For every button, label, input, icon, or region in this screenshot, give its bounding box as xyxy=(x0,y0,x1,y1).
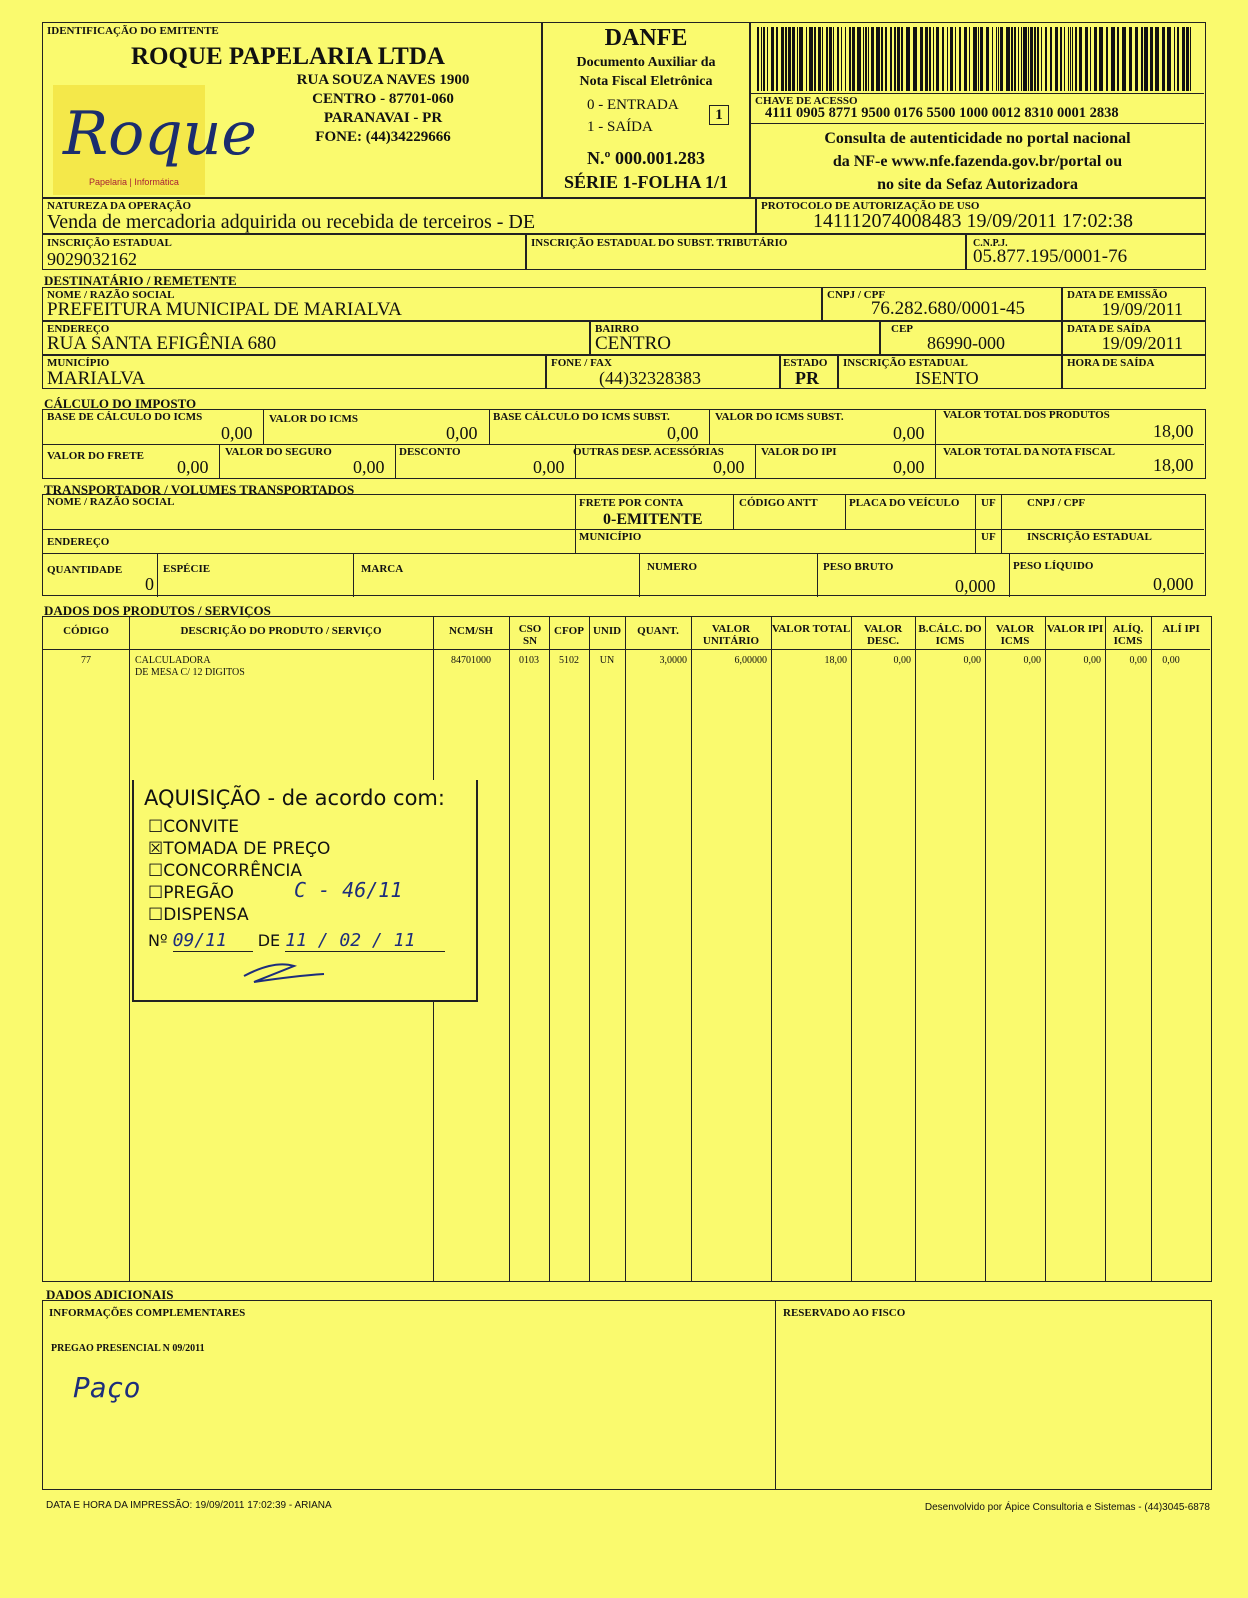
danfe-box xyxy=(542,22,750,198)
transp-uf-label: UF xyxy=(981,497,996,509)
checkbox-icon: ☐ xyxy=(148,883,164,903)
logo-text: Roque xyxy=(63,99,257,169)
emitente-address xyxy=(263,71,503,147)
footer-dev: Desenvolvido por Ápice Consultoria e Sistemas - (44)3045-6878 xyxy=(924,1502,1210,1513)
icms-st-label: VALOR DO ICMS SUBST. xyxy=(715,411,844,423)
stamp-no-value: 09/11 xyxy=(173,930,253,952)
dest-hora-box xyxy=(1062,355,1206,389)
ipi-label: VALOR DO IPI xyxy=(761,446,837,458)
danfe-numero: N.º 000.001.283 xyxy=(587,148,705,168)
dest-fone-label: FONE / FAX xyxy=(551,357,612,369)
transp-placa-label: PLACA DO VEÍCULO xyxy=(849,497,960,509)
row-bc: 0,00 xyxy=(963,655,981,666)
marca-label: MARCA xyxy=(361,563,404,575)
col-aliq-icms: ALÍQ. ICMS xyxy=(1112,623,1144,647)
logo-subtext: Papelaria | Informática xyxy=(89,177,179,187)
total-nota-value: 18,00 xyxy=(1153,455,1194,475)
col-valor-desc: VALOR DESC. xyxy=(863,623,903,647)
dest-fone-value: (44)32328383 xyxy=(599,368,701,388)
stamp-option-convite: ☐CONVITE xyxy=(148,817,239,837)
address-city: PARANAVAI - PR xyxy=(323,110,443,126)
col-ncm: NCM/SH xyxy=(449,625,493,637)
dest-cnpj-label: CNPJ / CPF xyxy=(827,289,886,301)
protocolo-box xyxy=(756,198,1206,234)
peso-bruto-label: PESO BRUTO xyxy=(823,561,894,573)
dest-hora-label: HORA DE SAÍDA xyxy=(1067,357,1155,369)
col-valor-total: VALOR TOTAL xyxy=(771,623,851,635)
ie-box xyxy=(42,234,526,270)
protocolo-label: PROTOCOLO DE AUTORIZAÇÃO DE USO xyxy=(761,200,980,212)
dest-endereco-value: RUA SANTA EFIGÊNIA 680 xyxy=(47,333,277,354)
dest-endereco-label: ENDEREÇO xyxy=(47,323,110,335)
stamp-option-concorrencia: ☐CONCORRÊNCIA xyxy=(148,861,303,881)
row-ncm: 84701000 xyxy=(451,655,491,666)
chave-value: 4111 0905 8771 9500 0176 5500 1000 0012 8310 0001 2838 xyxy=(765,105,1119,121)
row-aliq-icms: 0,00 xyxy=(1129,655,1147,666)
ie-st-label: INSCRIÇÃO ESTADUAL DO SUBST. TRIBUTÁRIO xyxy=(531,237,788,249)
row-unit: 6,00000 xyxy=(734,655,767,666)
row-unid: UN xyxy=(599,655,615,666)
aquisicao-stamp xyxy=(132,780,478,1002)
dest-municipio-box xyxy=(42,355,546,389)
row-desc: 0,00 xyxy=(893,655,911,666)
stamp-option-dispensa: ☐DISPENSA xyxy=(148,905,249,925)
dest-cnpj-value: 76.282.680/0001-45 xyxy=(870,298,1025,319)
cnpj-emit-value: 05.877.195/0001-76 xyxy=(973,246,1128,267)
transp-ie-label: INSCRIÇÃO ESTADUAL xyxy=(1027,531,1152,543)
dest-municipio-label: MUNICÍPIO xyxy=(47,357,110,369)
dest-municipio-value: MARIALVA xyxy=(47,368,146,389)
checkbox-icon: ☐ xyxy=(148,905,164,925)
especie-label: ESPÉCIE xyxy=(163,563,211,575)
outras-label: OUTRAS DESP. ACESSÓRIAS xyxy=(573,446,724,458)
stamp-option-pregao: ☐PREGÃO xyxy=(148,883,234,903)
dest-emissao-value: 19/09/2011 xyxy=(1101,299,1183,319)
bc-st-value: 0,00 xyxy=(667,423,699,443)
row-ipi: 0,00 xyxy=(1083,655,1101,666)
adicionais-box xyxy=(42,1300,1212,1490)
col-bc-icms: B.CÁLC. DO ICMS xyxy=(918,623,982,647)
dest-cep-label: CEP xyxy=(891,323,913,335)
transp-municipio-label: MUNICÍPIO xyxy=(579,531,642,543)
ie-label: INSCRIÇÃO ESTADUAL xyxy=(47,237,172,249)
checkbox-icon: ☐ xyxy=(148,817,164,837)
dest-ie-label: INSCRIÇÃO ESTADUAL xyxy=(843,357,968,369)
seguro-label: VALOR DO SEGURO xyxy=(225,446,332,458)
transp-nome-label: NOME / RAZÃO SOCIAL xyxy=(47,496,175,508)
transporte-grid xyxy=(42,494,1206,596)
row-cfop: 5102 xyxy=(559,655,579,666)
danfe-tipo: 1 xyxy=(709,105,729,125)
checkbox-icon: ☐ xyxy=(148,861,164,881)
destinatario-heading: DESTINATÁRIO / REMETENTE xyxy=(44,273,237,288)
chave-label: CHAVE DE ACESSO xyxy=(755,95,858,107)
dest-nome-value: PREFEITURA MUNICIPAL DE MARIALVA xyxy=(47,299,402,320)
address-phone: FONE: (44)34229666 xyxy=(315,129,451,145)
outras-value: 0,00 xyxy=(713,457,745,477)
stamp-title: AQUISIÇÃO - de acordo com: xyxy=(144,786,445,810)
stamp-options xyxy=(148,816,330,926)
dest-estado-label: ESTADO xyxy=(783,357,828,369)
dest-fone-box xyxy=(546,355,780,389)
dest-nome-box xyxy=(42,287,822,321)
dest-cep-value: 86990-000 xyxy=(927,333,1005,353)
natureza-box xyxy=(42,198,756,234)
col-aliq-ipi: ALÍ IPI xyxy=(1162,623,1200,635)
cnpj-emit-box xyxy=(966,234,1206,270)
total-prod-label: VALOR TOTAL DOS PRODUTOS xyxy=(943,409,1110,421)
danfe-saida: 1 - SAÍDA xyxy=(587,119,653,135)
info-value: PREGAO PRESENCIAL N 09/2011 xyxy=(51,1343,205,1354)
dest-ie-box xyxy=(838,355,1062,389)
consulta-text xyxy=(751,127,1204,196)
emitente-label: IDENTIFICAÇÃO DO EMITENTE xyxy=(47,25,219,37)
dest-nome-label: NOME / RAZÃO SOCIAL xyxy=(47,289,175,301)
desconto-label: DESCONTO xyxy=(399,446,461,458)
handwritten-note: Paço xyxy=(73,1371,141,1404)
bc-icms-value: 0,00 xyxy=(221,423,253,443)
quantidade-value: 0 xyxy=(145,574,154,594)
dest-saida-box xyxy=(1062,321,1206,355)
danfe-entrada: 0 - ENTRADA xyxy=(587,97,679,113)
frete-value: 0,00 xyxy=(177,457,209,477)
danfe-title: DANFE xyxy=(604,25,688,51)
dest-ie-value: ISENTO xyxy=(915,368,979,388)
icms-st-value: 0,00 xyxy=(893,423,925,443)
row-total: 18,00 xyxy=(824,655,847,666)
dest-bairro-label: BAIRRO xyxy=(595,323,640,335)
danfe-serie: SÉRIE 1-FOLHA 1/1 xyxy=(563,172,729,192)
numero-label: NUMERO xyxy=(647,561,698,573)
row-aliq-ipi: 0,00 xyxy=(1162,655,1180,666)
natureza-value: Venda de mercadoria adquirida ou recebida de terceiros - DE xyxy=(47,211,536,233)
col-unid: UNID xyxy=(592,625,622,637)
barcode xyxy=(757,27,1197,91)
address-line-1: RUA SOUZA NAVES 1900 xyxy=(296,72,470,88)
peso-liquido-value: 0,000 xyxy=(1153,574,1194,594)
dest-cnpj-box xyxy=(822,287,1062,321)
total-prod-value: 18,00 xyxy=(1153,421,1194,441)
consulta-line-2: da NF-e www.nfe.fazenda.gov.br/portal ou xyxy=(832,153,1123,170)
col-valor-ipi: VALOR IPI xyxy=(1046,623,1104,635)
col-codigo: CÓDIGO xyxy=(63,625,109,637)
dest-emissao-box xyxy=(1062,287,1206,321)
imposto-grid xyxy=(42,409,1206,479)
dest-saida-label: DATA DE SAÍDA xyxy=(1067,323,1151,335)
adicionais-heading: DADOS ADICIONAIS xyxy=(46,1287,174,1302)
info-label: INFORMAÇÕES COMPLEMENTARES xyxy=(49,1307,246,1319)
fisco-label: RESERVADO AO FISCO xyxy=(783,1307,906,1319)
address-line-2: CENTRO - 87701-060 xyxy=(312,91,454,107)
peso-bruto-value: 0,000 xyxy=(955,576,996,596)
bc-icms-label: BASE DE CÁLCULO DO ICMS xyxy=(47,411,203,423)
transporte-heading: TRANSPORTADOR / VOLUMES TRANSPORTADOS xyxy=(44,482,355,497)
stamp-no-label: Nº xyxy=(148,931,168,950)
chave-box xyxy=(750,22,1206,198)
natureza-label: NATUREZA DA OPERAÇÃO xyxy=(47,200,192,212)
row-icms: 0,00 xyxy=(1023,655,1041,666)
transp-frete-label: FRETE POR CONTA xyxy=(579,497,684,509)
peso-liquido-label: PESO LÍQUIDO xyxy=(1013,560,1094,572)
dest-saida-value: 19/09/2011 xyxy=(1101,333,1183,353)
frete-label: VALOR DO FRETE xyxy=(47,450,144,462)
transp-frete-value: 0-EMITENTE xyxy=(603,511,703,528)
danfe-subtitle-2: Nota Fiscal Eletrônica xyxy=(579,74,713,89)
ie-value: 9029032162 xyxy=(47,249,137,269)
col-quant: QUANT. xyxy=(637,625,679,637)
danfe-subtitle-1: Documento Auxiliar da xyxy=(576,55,716,70)
row-descricao-1: CALCULADORA xyxy=(135,655,211,666)
produtos-heading: DADOS DOS PRODUTOS / SERVIÇOS xyxy=(44,603,271,618)
stamp-handwritten-code: C - 46/11 xyxy=(294,878,403,902)
imposto-heading: CÁLCULO DO IMPOSTO xyxy=(44,396,197,411)
consulta-line-3: no site da Sefaz Autorizadora xyxy=(877,176,1078,193)
protocolo-value: 141112074008483 19/09/2011 17:02:38 xyxy=(813,210,1133,232)
stamp-option-tomada: ☒TOMADA DE PREÇO xyxy=(148,839,331,859)
row-cso: 0103 xyxy=(519,655,539,666)
col-descricao: DESCRIÇÃO DO PRODUTO / SERVIÇO xyxy=(180,625,382,637)
transp-cnpj-label: CNPJ / CPF xyxy=(1027,497,1086,509)
consulta-line-1: Consulta de autenticidade no portal nacional xyxy=(824,130,1131,147)
cnpj-emit-label: C.N.P.J. xyxy=(973,238,1008,249)
quantidade-label: QUANTIDADE xyxy=(47,564,123,576)
stamp-number-line xyxy=(148,930,445,952)
seguro-value: 0,00 xyxy=(353,457,385,477)
transp-endereco-label: ENDEREÇO xyxy=(47,536,110,548)
row-descricao-2: DE MESA C/ 12 DIGITOS xyxy=(135,667,245,678)
logo xyxy=(53,85,257,195)
dest-bairro-box xyxy=(590,321,880,355)
transp-antt-label: CÓDIGO ANTT xyxy=(739,497,818,509)
dest-estado-value: PR xyxy=(795,368,819,388)
col-valor-unitario: VALOR UNITÁRIO xyxy=(702,623,760,647)
icms-value: 0,00 xyxy=(446,423,478,443)
col-cso: CSO SN xyxy=(518,623,542,647)
transp-uf2-label: UF xyxy=(981,531,996,543)
col-valor-icms: VALOR ICMS xyxy=(995,623,1035,647)
dest-cep-box xyxy=(880,321,1062,355)
ipi-value: 0,00 xyxy=(893,457,925,477)
total-nota-label: VALOR TOTAL DA NOTA FISCAL xyxy=(943,446,1115,458)
desconto-value: 0,00 xyxy=(533,457,565,477)
row-quant: 3,0000 xyxy=(659,655,687,666)
dest-estado-box xyxy=(780,355,838,389)
dest-emissao-label: DATA DE EMISSÃO xyxy=(1067,289,1168,301)
signature-mark xyxy=(234,956,334,986)
footer-impressao: DATA E HORA DA IMPRESSÃO: 19/09/2011 17:02:39 - ARIANA xyxy=(46,1500,332,1511)
emitente-name: ROQUE PAPELARIA LTDA xyxy=(131,43,445,70)
dest-endereco-box xyxy=(42,321,590,355)
icms-label: VALOR DO ICMS xyxy=(269,413,359,425)
row-codigo: 77 xyxy=(81,655,91,666)
stamp-date-value: 11 / 02 / 11 xyxy=(285,930,445,952)
stamp-de-label: DE xyxy=(257,931,281,950)
dest-bairro-value: CENTRO xyxy=(595,333,671,354)
ie-st-box xyxy=(526,234,966,270)
checkbox-checked-icon: ☒ xyxy=(148,839,164,859)
emitente-box xyxy=(42,22,542,198)
bc-st-label: BASE CÁLCULO DO ICMS SUBST. xyxy=(493,411,670,423)
col-cfop: CFOP xyxy=(554,625,584,637)
